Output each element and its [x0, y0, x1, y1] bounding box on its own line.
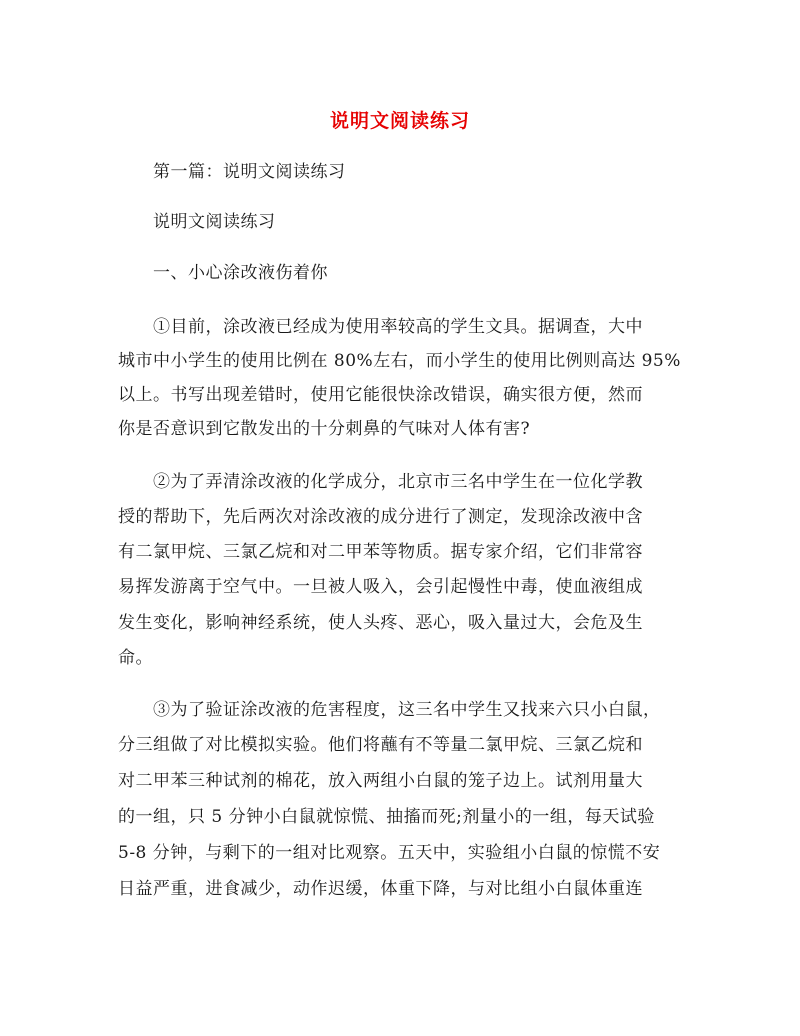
paragraph-1-line-4: 你是否意识到它散发出的十分刺鼻的气味对人体有害?	[118, 419, 531, 439]
paragraph-2-line-6: 命。	[118, 648, 153, 668]
paragraph-3-line-5: 5-8 分钟，与剩下的一组对比观察。五天中，实验组小白鼠的惊慌不安	[118, 843, 661, 863]
paragraph-3-line-2: 分三组做了对比模拟实验。他们将蘸有不等量二氯甲烷、三氯乙烷和	[118, 735, 643, 755]
heading-section-one: 一、小心涂改液伤着你	[153, 263, 328, 283]
paragraph-3-line-6: 日益严重，进食减少，动作迟缓，体重下降，与对比组小白鼠体重连	[118, 879, 643, 899]
paragraph-1-line-2: 城市中小学生的使用比例在 80%左右，而小学生的使用比例则高达 95%	[118, 351, 681, 371]
heading-first-article: 第一篇：说明文阅读练习	[153, 162, 346, 182]
paragraph-2-line-1: ②为了弄清涂改液的化学成分，北京市三名中学生在一位化学教	[153, 472, 643, 492]
document-title: 说明文阅读练习	[329, 110, 470, 132]
paragraph-1-line-1: ①目前，涂改液已经成为使用率较高的学生文具。据调查，大中	[153, 317, 643, 337]
heading-subtitle: 说明文阅读练习	[153, 212, 276, 232]
paragraph-2-line-5: 发生变化，影响神经系统，使人头疼、恶心，吸入量过大，会危及生	[118, 613, 643, 633]
paragraph-1-line-3: 以上。书写出现差错时，使用它能很快涂改错误，确实很方便，然而	[118, 385, 643, 405]
paragraph-2-line-4: 易挥发游离于空气中。一旦被人吸入，会引起慢性中毒，使血液组成	[118, 577, 643, 597]
paragraph-3-line-3: 对二甲苯三种试剂的棉花，放入两组小白鼠的笼子边上。试剂用量大	[118, 771, 643, 791]
paragraph-2-line-3: 有二氯甲烷、三氯乙烷和对二甲苯等物质。据专家介绍，它们非常容	[118, 542, 643, 562]
paragraph-3-line-4: 的一组，只 5 分钟小白鼠就惊慌、抽搐而死;剂量小的一组，每天试验	[118, 807, 655, 827]
paragraph-3-line-1: ③为了验证涂改液的危害程度，这三名中学生又找来六只小白鼠，	[153, 700, 661, 720]
paragraph-2-line-2: 授的帮助下，先后两次对涂改液的成分进行了测定，发现涂改液中含	[118, 507, 643, 527]
